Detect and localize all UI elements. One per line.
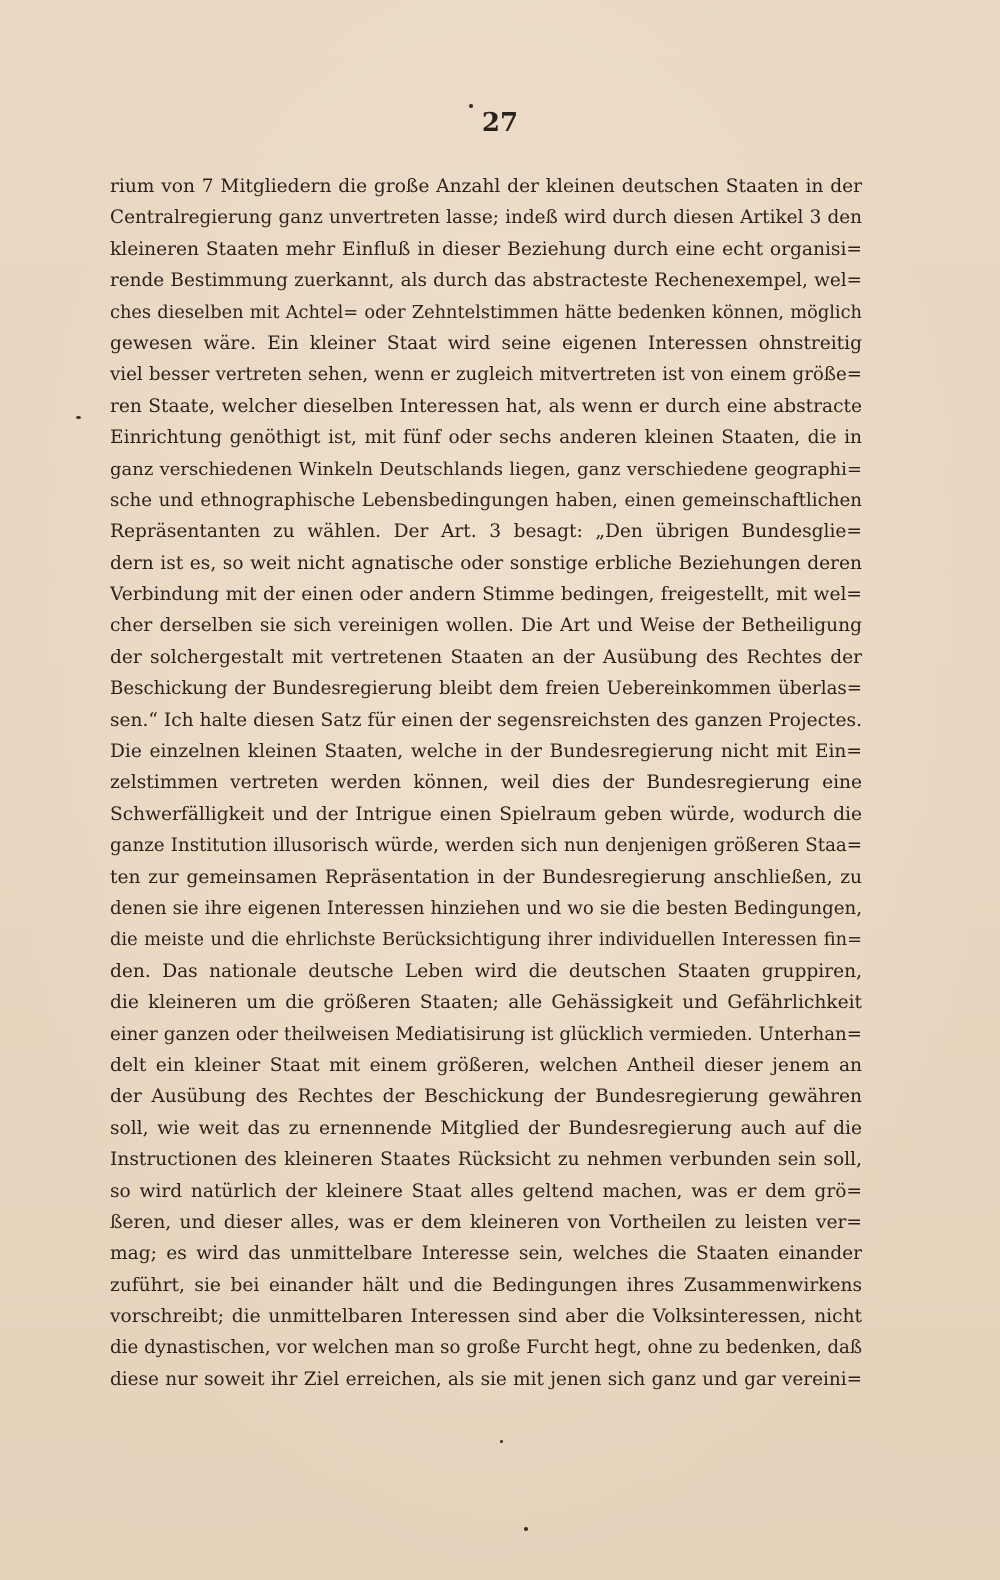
text-line: ren Staate, welcher dieselben Interessen hat, als wenn er durch eine abstracte: [110, 395, 862, 417]
text-line: Centralregierung ganz unvertreten lasse; indeß wird durch diesen Artikel 3 den: [110, 207, 862, 229]
body-text: [110, 171, 862, 1395]
text-line: die dynastischen, vor welchen man so große Furcht hegt, ohne zu bedenken, daß: [110, 1337, 862, 1359]
text-line: rium von 7 Mitgliedern die große Anzahl der kleinen deutschen Staaten in der: [110, 176, 862, 197]
text-line: Schwerfälligkeit und der Intrigue einen Spielraum geben würde, wodurch die: [110, 803, 862, 825]
text-line: gewesen wäre. Ein kleiner Staat wird seine eigenen Interessen ohnstreitig: [110, 332, 862, 354]
text-line: zuführt, sie bei einander hält und die Bedingungen ihres Zusammenwirkens: [110, 1274, 862, 1296]
text-line: der solchergestalt mit vertretenen Staaten an der Ausübung des Rechtes der: [110, 646, 862, 668]
text-line: Einrichtung genöthigt ist, mit fünf oder sechs anderen kleinen Staaten, die in: [110, 427, 862, 449]
text-line: Instructionen des kleineren Staates Rücksicht zu nehmen verbunden sein soll,: [110, 1149, 862, 1171]
text-line: Repräsentanten zu wählen. Der Art. 3 besagt: „Den übrigen Bundesglie=: [110, 521, 862, 543]
ink-speck: [500, 1440, 503, 1443]
text-line: so wird natürlich der kleinere Staat alles geltend machen, was er dem grö=: [110, 1180, 862, 1202]
text-line: die kleineren um die größeren Staaten; alle Gehässigkeit und Gefährlichkeit: [110, 992, 862, 1014]
ink-speck: [524, 1527, 528, 1531]
text-line: kleineren Staaten mehr Einfluß in dieser Beziehung durch eine echt organisi=: [110, 238, 862, 260]
text-line: viel besser vertreten sehen, wenn er zugleich mitvertreten ist von einem größe=: [110, 364, 862, 386]
text-line: zelstimmen vertreten werden können, weil dies der Bundesregierung eine: [110, 772, 862, 794]
ink-speck: [469, 104, 473, 108]
text-line: diese nur soweit ihr Ziel erreichen, als sie mit jenen sich ganz und gar vereini=: [110, 1368, 862, 1390]
text-line: der Ausübung des Rechtes der Beschickung der Bundesregierung gewähren: [110, 1086, 862, 1108]
text-line: ches dieselben mit Achtel= oder Zehntelstimmen hätte bedenken können, möglich: [110, 301, 862, 323]
text-line: ganz verschiedenen Winkeln Deutschlands liegen, ganz verschiedene geographi=: [110, 458, 862, 480]
text-line: sche und ethnographische Lebensbedingungen haben, einen gemeinschaftlichen: [110, 489, 862, 511]
text-line: Die einzelnen kleinen Staaten, welche in der Bundesregierung nicht mit Ein=: [110, 741, 862, 763]
text-line: soll, wie weit das zu ernennende Mitglied der Bundesregierung auch auf die: [110, 1117, 862, 1139]
text-line: die meiste und die ehrlichste Berücksichtigung ihrer individuellen Interessen fin=: [110, 929, 862, 951]
text-line: denen sie ihre eigenen Interessen hinziehen und wo sie die besten Bedingungen,: [110, 897, 862, 919]
text-line: delt ein kleiner Staat mit einem größeren, welchen Antheil dieser jenem an: [110, 1054, 862, 1076]
text-line: mag; es wird das unmittelbare Interesse sein, welches die Staaten einander: [110, 1243, 862, 1265]
page-number: 27: [481, 108, 519, 138]
text-line: ten zur gemeinsamen Repräsentation in der Bundesregierung anschließen, zu: [110, 866, 862, 888]
text-line: Beschickung der Bundesregierung bleibt dem freien Uebereinkommen überlas=: [110, 678, 862, 700]
text-line: einer ganzen oder theilweisen Mediatisirung ist glücklich vermieden. Unterhan=: [110, 1023, 862, 1045]
text-line: rende Bestimmung zuerkannt, als durch das abstracteste Rechenexempel, wel=: [110, 270, 862, 292]
text-line: cher derselben sie sich vereinigen wollen. Die Art und Weise der Betheiligung: [110, 615, 862, 637]
text-line: ganze Institution illusorisch würde, werden sich nun denjenigen größeren Staa=: [110, 835, 862, 857]
text-line: den. Das nationale deutsche Leben wird die deutschen Staaten gruppiren,: [110, 960, 862, 982]
text-line: ßeren, und dieser alles, was er dem kleineren von Vortheilen zu leisten ver=: [110, 1211, 862, 1233]
text-line: vorschreibt; die unmittelbaren Interessen sind aber die Volksinteressen, nicht: [110, 1306, 862, 1328]
text-line: sen.“ Ich halte diesen Satz für einen der segensreichsten des ganzen Projectes.: [110, 709, 862, 731]
ink-speck: [76, 416, 81, 419]
text-line: dern ist es, so weit nicht agnatische oder sonstige erbliche Beziehungen deren: [110, 552, 862, 574]
text-line: Verbindung mit der einen oder andern Stimme bedingen, freigestellt, mit wel=: [110, 584, 862, 606]
